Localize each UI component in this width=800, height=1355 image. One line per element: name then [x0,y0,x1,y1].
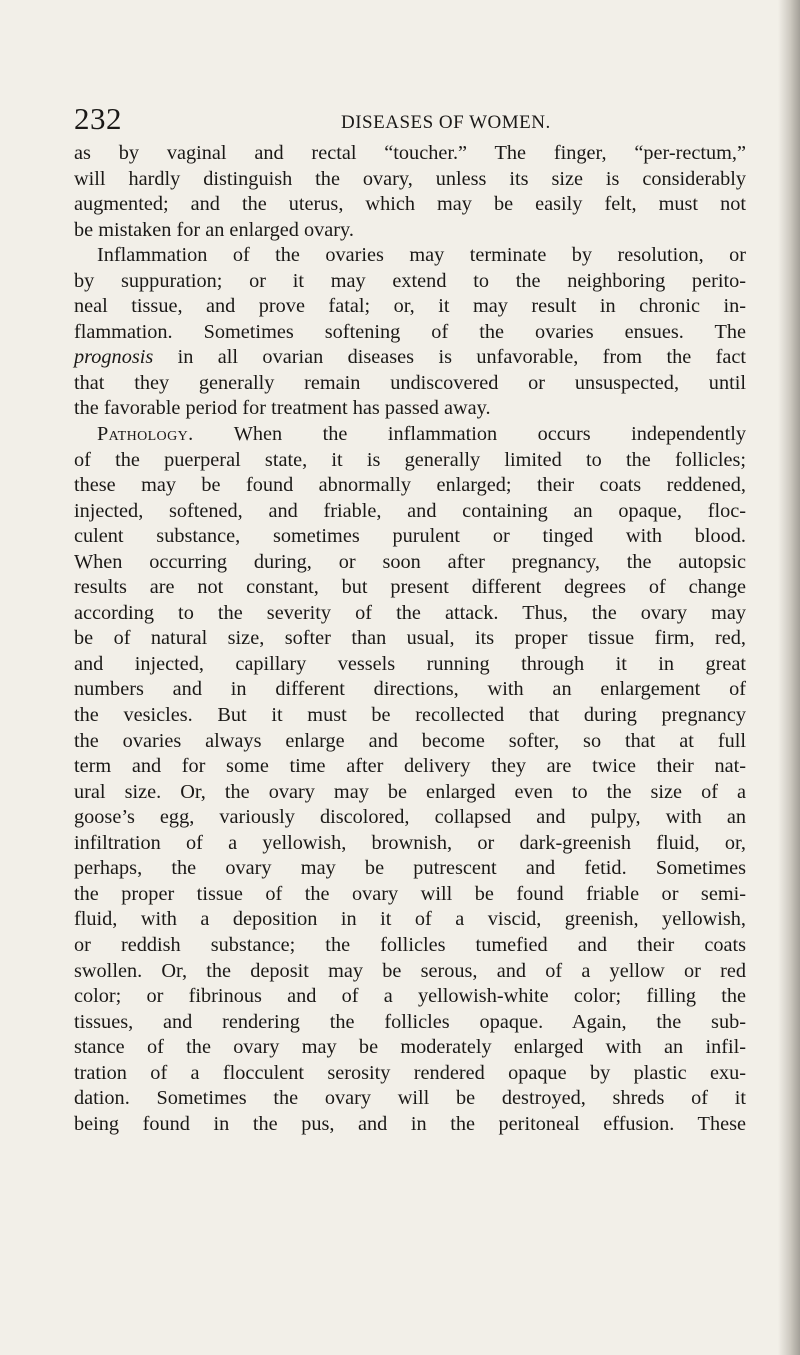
text-line [74,422,746,448]
text-line: stance of the ovary may be moderately enlarged with an infil- [74,1036,746,1059]
text-line: When occurring during, or soon after pregnancy, the autopsic [74,550,746,573]
text-line: culent substance, sometimes purulent or tinged with blood. [74,525,746,548]
section-heading: Pathology. [97,423,194,446]
text-line: be of natural size, softer than usual, its proper tissue firm, red, [74,627,746,650]
text-line: or reddish substance; the follicles tumefied and their coats [74,933,746,956]
text-line: the proper tissue of the ovary will be found friable or semi- [74,882,746,905]
italic-term: prognosis [74,346,154,369]
text-line: the favorable period for treatment has passed away. [74,397,491,420]
text-line: neal tissue, and prove fatal; or, it may result in chronic in- [74,295,746,318]
page-number: 232 [74,101,122,136]
body-text [74,141,746,1137]
text-line: goose’s egg, variously discolored, collapsed and pulpy, with an [74,806,746,829]
text-line: and injected, capillary vessels running through it in great [74,652,746,675]
text-line: fluid, with a deposition in it of a viscid, greenish, yellowish, [74,908,746,931]
text-line: of the puerperal state, it is generally limited to the follicles; [74,448,746,471]
text-line: infiltration of a yellowish, brownish, or dark-greenish fluid, or, [74,831,746,854]
text-line: will hardly distinguish the ovary, unless its size is considerably [74,167,746,190]
text-line-rest: in all ovarian diseases is unfavorable, from the fact [177,346,746,369]
text-line: as by vaginal and rectal “toucher.” The finger, “per-rectum,” [74,142,746,164]
text-line: the ovaries always enlarge and become softer, so that at full [74,729,746,752]
text-line: injected, softened, and friable, and containing an opaque, floc- [74,499,746,522]
page-edge-shadow [778,0,800,1355]
text-line: tissues, and rendering the follicles opaque. Again, the sub- [74,1010,746,1033]
text-line: the vesicles. But it must be recollected that during pregnancy [74,704,746,727]
running-head: DISEASES OF WOMEN. [341,112,551,133]
text-line: results are not constant, but present different degrees of change [74,576,746,599]
text-line: being found in the pus, and in the peritoneal effusion. These [74,1112,746,1135]
text-line: color; or fibrinous and of a yellowish-white color; filling the [74,985,746,1008]
text-line: these may be found abnormally enlarged; their coats reddened, [74,474,746,497]
text-line: augmented; and the uterus, which may be easily felt, must not [74,193,746,216]
text-line: by suppuration; or it may extend to the neighboring perito- [74,269,746,292]
text-line: tration of a flocculent serosity rendered opaque by plastic exu- [74,1061,746,1084]
text-line: dation. Sometimes the ovary will be destroyed, shreds of it [74,1087,746,1110]
text-line: that they generally remain undiscovered or unsuspected, until [74,371,746,394]
text-line: flammation. Sometimes softening of the ovaries ensues. The [74,320,746,343]
text-line: according to the severity of the attack. Thus, the ovary may [74,601,746,624]
text-line: perhaps, the ovary may be putrescent and fetid. Sometimes [74,857,746,880]
page-header [74,103,744,143]
text-line: swollen. Or, the deposit may be serous, and of a yellow or red [74,959,746,982]
text-line-rest: When the inflammation occurs independently [233,423,746,446]
text-line: be mistaken for an enlarged ovary. [74,218,354,241]
text-line: term and for some time after delivery they are twice their nat- [74,755,746,778]
text-line [74,345,746,371]
text-line: Inflammation of the ovaries may terminate by resolution, or [97,244,746,267]
text-line: numbers and in different directions, with an enlargement of [74,678,746,701]
text-line: ural size. Or, the ovary may be enlarged even to the size of a [74,780,746,803]
